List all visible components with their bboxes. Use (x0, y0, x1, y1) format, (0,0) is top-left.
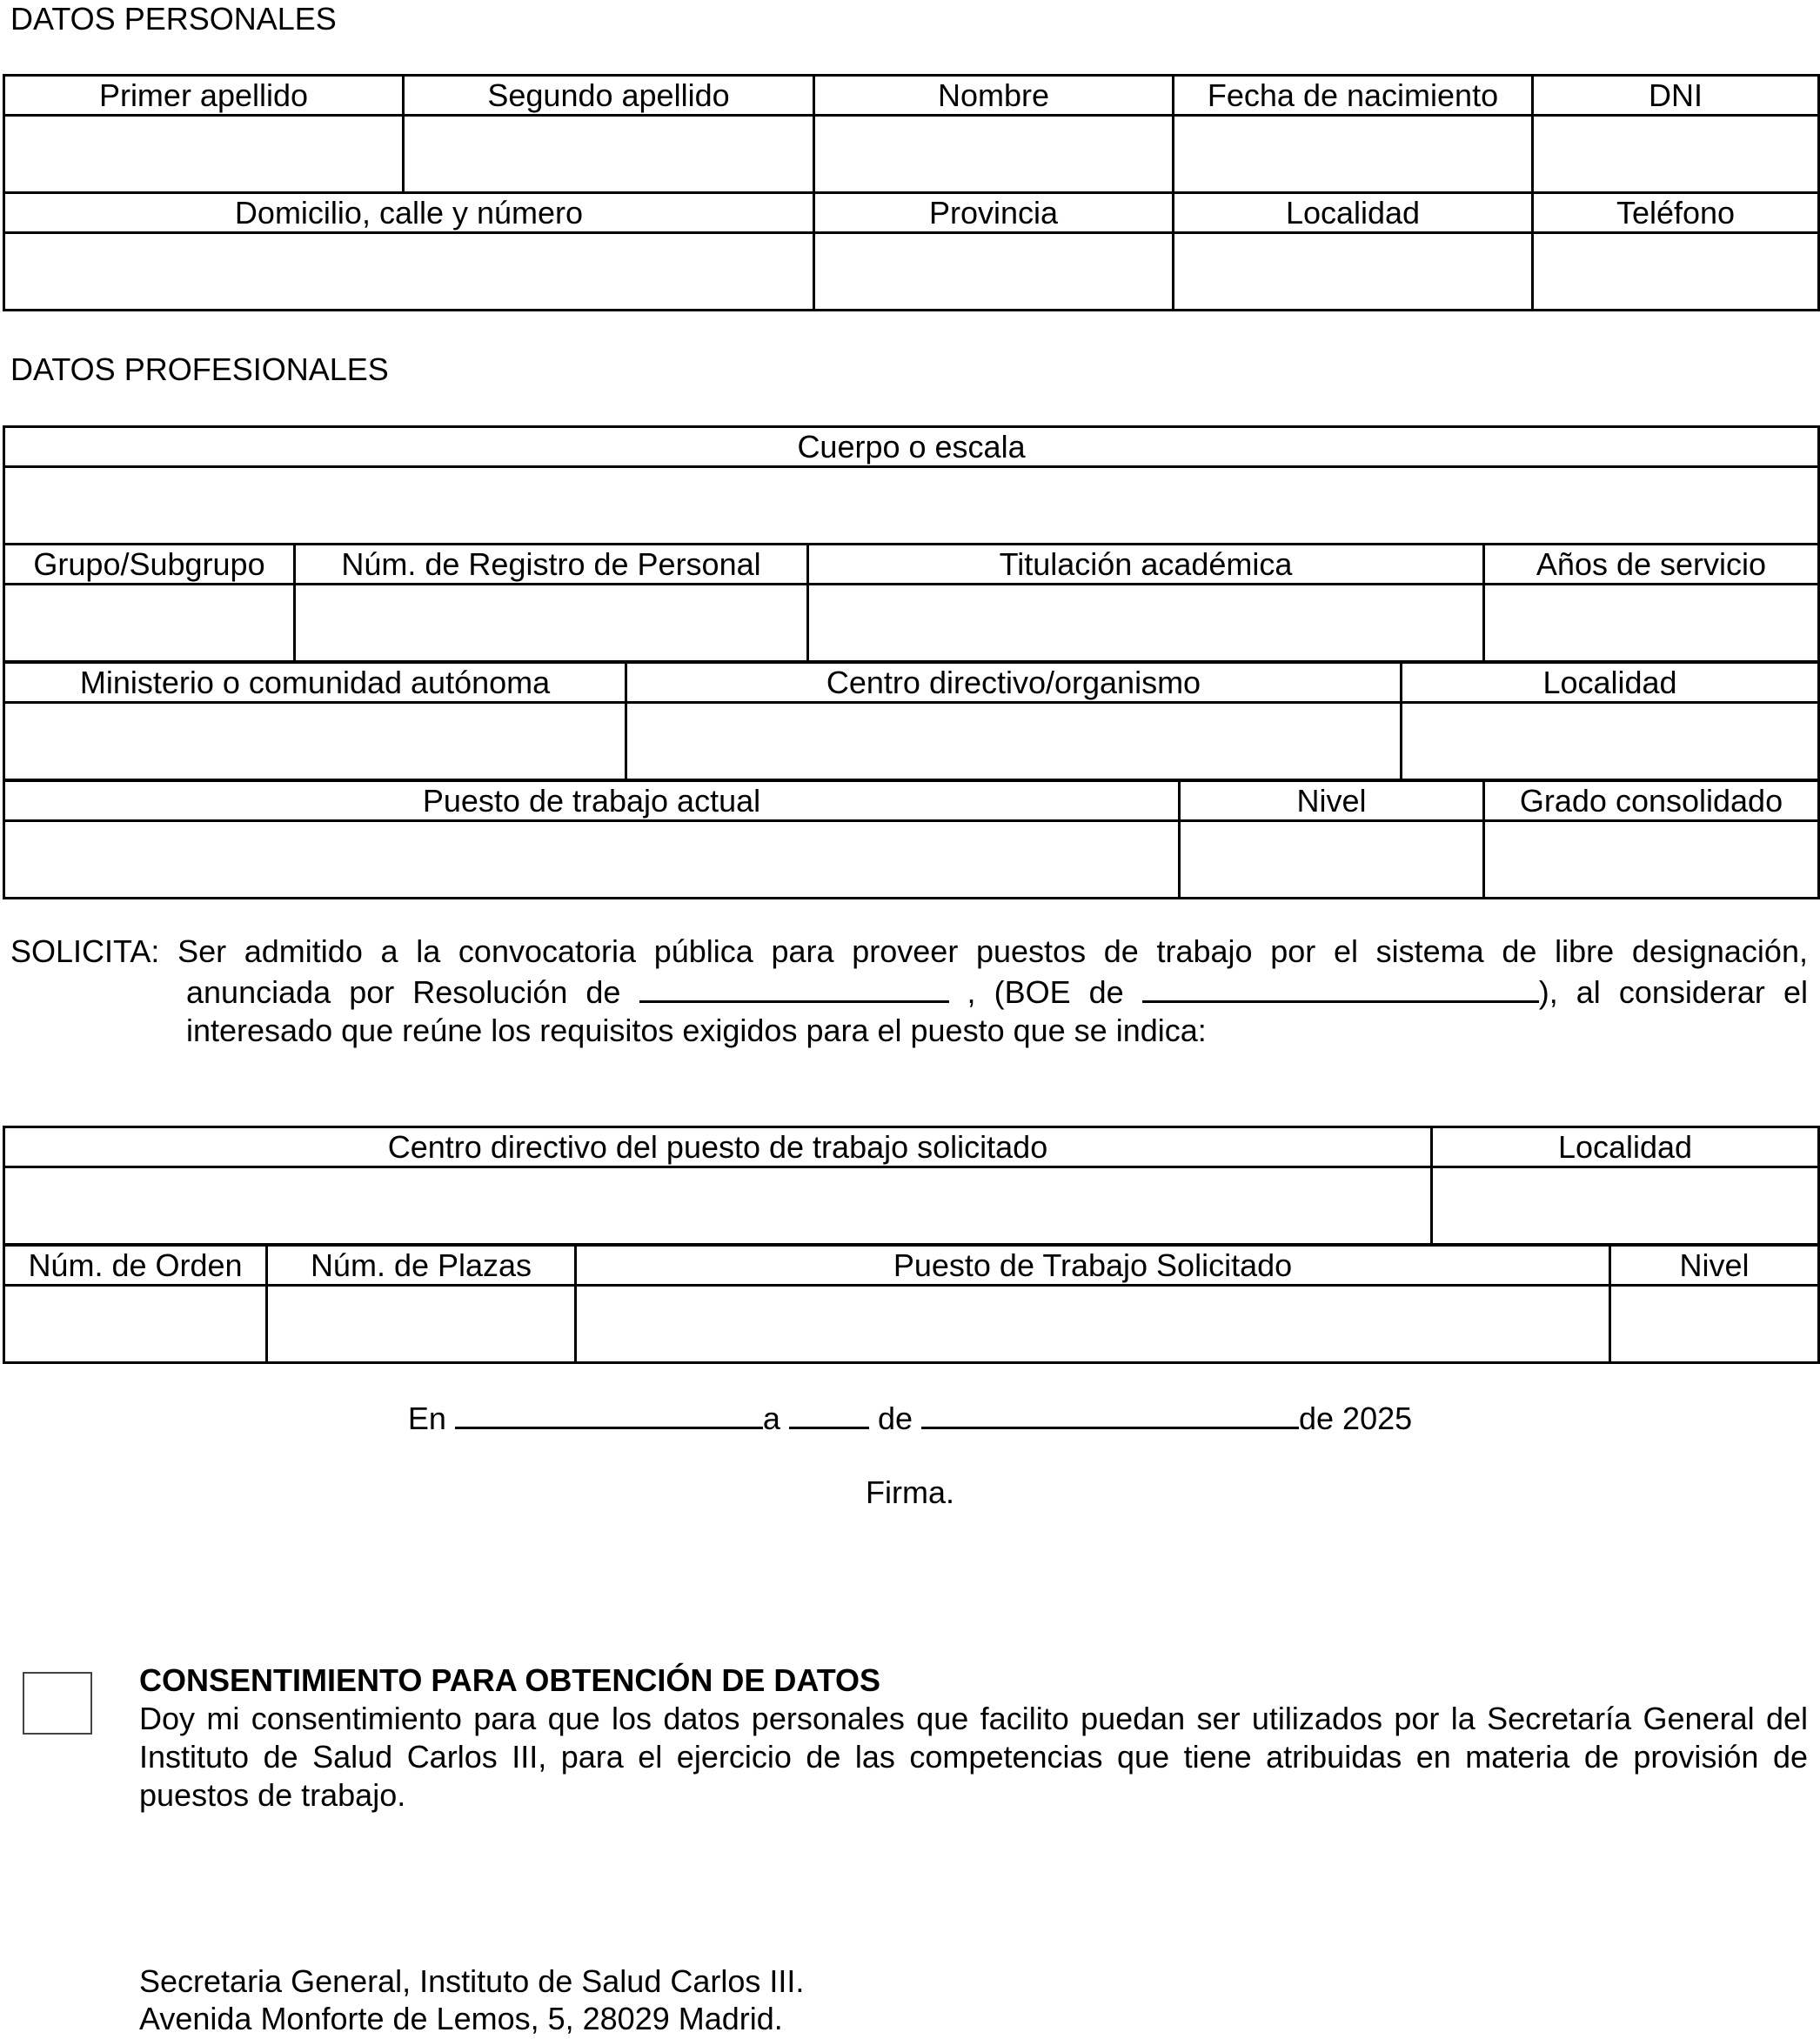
field-telefono[interactable] (1533, 233, 1819, 311)
label-localidad: Localidad (1174, 193, 1533, 233)
field-grupo-subgrupo[interactable] (4, 585, 295, 662)
professional-data-table-4 (3, 779, 1820, 899)
field-primer-apellido[interactable] (4, 116, 404, 193)
label-cuerpo-escala: Cuerpo o escala (4, 427, 1819, 467)
resolucion-date-blank[interactable] (639, 971, 949, 1003)
field-ministerio[interactable] (4, 703, 626, 780)
label-localidad-solicitada: Localidad (1432, 1127, 1819, 1167)
field-centro-directivo[interactable] (626, 703, 1402, 780)
solicita-paragraph (10, 933, 1808, 1050)
field-num-orden[interactable] (4, 1286, 267, 1363)
label-localidad-prof: Localidad (1402, 663, 1819, 703)
requested-position-table-2 (3, 1244, 1820, 1364)
label-fecha-nacimiento: Fecha de nacimiento (1174, 76, 1533, 116)
label-puesto-solicitado: Puesto de Trabajo Solicitado (576, 1246, 1610, 1286)
section-title-professional: DATOS PROFESIONALES (10, 351, 389, 387)
footer-line-1: Secretaria General, Instituto de Salud Carlos III. (139, 1963, 805, 1999)
field-puesto-actual[interactable] (4, 821, 1180, 899)
label-titulacion: Titulación académica (808, 545, 1484, 585)
field-fecha-nacimiento[interactable] (1174, 116, 1533, 193)
boe-date-blank[interactable] (1142, 971, 1539, 1003)
month-blank[interactable] (921, 1397, 1299, 1429)
field-dni[interactable] (1533, 116, 1819, 193)
label-num-orden: Núm. de Orden (4, 1246, 267, 1286)
field-localidad-prof[interactable] (1402, 703, 1819, 780)
consent-checkbox[interactable] (23, 1672, 92, 1735)
label-grupo-subgrupo: Grupo/Subgrupo (4, 545, 295, 585)
label-centro-solicitado: Centro directivo del puesto de trabajo solicitado (4, 1127, 1432, 1167)
label-puesto-actual: Puesto de trabajo actual (4, 781, 1180, 821)
section-title-personal: DATOS PERSONALES (10, 1, 337, 37)
label-centro-directivo: Centro directivo/organismo (626, 663, 1402, 703)
solicita-label: SOLICITA: (10, 933, 160, 969)
field-anos-servicio[interactable] (1484, 585, 1819, 662)
field-localidad-solicitada[interactable] (1432, 1167, 1819, 1245)
label-segundo-apellido: Segundo apellido (404, 76, 814, 116)
requested-position-table (3, 1126, 1820, 1246)
label-nivel-actual: Nivel (1180, 781, 1484, 821)
field-grado-consolidado[interactable] (1484, 821, 1819, 899)
field-domicilio[interactable] (4, 233, 814, 311)
consent-text: Doy mi consentimiento para que los datos personales que facilito puedan ser utilizados por la Secretaría General del Instituto de Salud Carlos III, para el ejercicio de las competencias que tiene atribuidas en materia de provisión de puestos de trabajo. (139, 1701, 1808, 1813)
label-grado-consolidado: Grado consolidado (1484, 781, 1819, 821)
field-num-registro[interactable] (295, 585, 808, 662)
solicita-line-1: SOLICITA: Ser admitido a la convocatoria pública para proveer puestos de trabajo por el sistema de libre designación, (10, 933, 1808, 969)
field-centro-solicitado[interactable] (4, 1167, 1432, 1245)
label-domicilio: Domicilio, calle y número (4, 193, 814, 233)
day-blank[interactable] (789, 1397, 869, 1429)
professional-data-table-3 (3, 661, 1820, 781)
label-dni: DNI (1533, 76, 1819, 116)
field-puesto-solicitado[interactable] (576, 1286, 1610, 1363)
place-blank[interactable] (455, 1397, 763, 1429)
solicita-line-2: anunciada por Resolución de , (BOE de ), al considerar el (10, 971, 1808, 1012)
label-provincia: Provincia (814, 193, 1174, 233)
field-cuerpo-escala[interactable] (4, 467, 1819, 545)
field-provincia[interactable] (814, 233, 1174, 311)
field-localidad[interactable] (1174, 233, 1533, 311)
footer-address (139, 1962, 804, 2037)
label-num-plazas: Núm. de Plazas (267, 1246, 576, 1286)
label-num-registro: Núm. de Registro de Personal (295, 545, 808, 585)
solicita-line-3: interesado que reúne los requisitos exigidos para el puesto que se indica: (186, 1013, 1207, 1048)
label-nivel-solicitado: Nivel (1610, 1246, 1819, 1286)
field-segundo-apellido[interactable] (404, 116, 814, 193)
label-nombre: Nombre (814, 76, 1174, 116)
label-telefono: Teléfono (1533, 193, 1819, 233)
professional-data-table-2 (3, 543, 1820, 663)
date-line: En a de de 2025 (0, 1397, 1820, 1437)
consent-heading: CONSENTIMIENTO PARA OBTENCIÓN DE DATOS (139, 1662, 881, 1698)
label-primer-apellido: Primer apellido (4, 76, 404, 116)
consent-block (139, 1661, 1808, 1815)
label-ministerio: Ministerio o comunidad autónoma (4, 663, 626, 703)
signature-label: Firma. (866, 1474, 954, 1510)
label-anos-servicio: Años de servicio (1484, 545, 1819, 585)
footer-line-2: Avenida Monforte de Lemos, 5, 28029 Madrid. (139, 2001, 783, 2036)
field-nombre[interactable] (814, 116, 1174, 193)
field-nivel-solicitado[interactable] (1610, 1286, 1819, 1363)
field-nivel-actual[interactable] (1180, 821, 1484, 899)
personal-data-table (3, 74, 1820, 311)
field-num-plazas[interactable] (267, 1286, 576, 1363)
field-titulacion[interactable] (808, 585, 1484, 662)
professional-data-table (3, 425, 1820, 545)
